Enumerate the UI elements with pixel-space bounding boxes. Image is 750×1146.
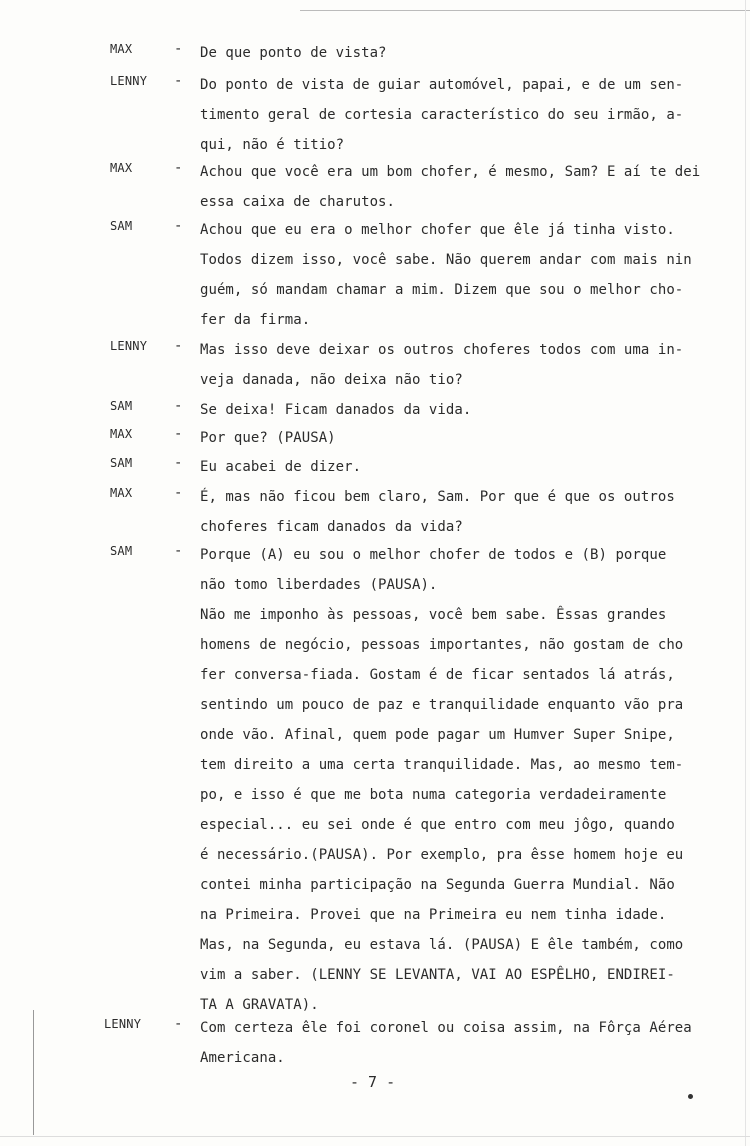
speaker-name: SAM: [110, 456, 133, 470]
dialogue-line: TA A GRAVATA).: [200, 997, 319, 1013]
dialogue-line: Mas isso deve deixar os outros choferes todos com uma in-: [200, 342, 684, 358]
speaker-name: MAX: [110, 427, 133, 441]
bottom-edge: [0, 1136, 750, 1137]
dialogue-line: Não me imponho às pessoas, você bem sabe. Êssas grandes: [200, 607, 667, 623]
speaker-name: MAX: [110, 486, 133, 500]
speaker-dash: -: [174, 485, 183, 501]
ink-dot: [688, 1094, 693, 1099]
dialogue-line: não tomo liberdades (PAUSA).: [200, 577, 438, 593]
dialogue-line: qui, não é titio?: [200, 137, 345, 153]
dialogue-line: contei minha participação na Segunda Guerra Mundial. Não: [200, 877, 675, 893]
dialogue-line: Porque (A) eu sou o melhor chofer de todos e (B) porque: [200, 547, 667, 563]
right-edge: [745, 0, 746, 1146]
dialogue-line: Todos dizem isso, você sabe. Não querem andar com mais nin: [200, 252, 692, 268]
dialogue-line: tem direito a uma certa tranquilidade. Mas, ao mesmo tem-: [200, 757, 684, 773]
dialogue-line: timento geral de cortesia característico do seu irmão, a-: [200, 107, 684, 123]
dialogue-line: essa caixa de charutos.: [200, 194, 396, 210]
dialogue-line: Por que? (PAUSA): [200, 430, 336, 446]
dialogue-line: Achou que você era um bom chofer, é mesmo, Sam? E aí te dei: [200, 164, 701, 180]
speaker-name: MAX: [110, 161, 133, 175]
speaker-dash: -: [174, 338, 183, 354]
speaker-name: LENNY: [110, 74, 148, 88]
dialogue-line: Do ponto de vista de guiar automóvel, papai, e de um sen-: [200, 77, 684, 93]
dialogue-line: veja danada, não deixa não tio?: [200, 372, 463, 388]
dialogue-line: Americana.: [200, 1050, 285, 1066]
dialogue-line: sentindo um pouco de paz e tranquilidade enquanto vão pra: [200, 697, 684, 713]
dialogue-line: Com certeza êle foi coronel ou coisa assim, na Fôrça Aérea: [200, 1020, 692, 1036]
dialogue-line: homens de negócio, pessoas importantes, não gostam de cho: [200, 637, 684, 653]
speaker-dash: -: [174, 1016, 183, 1032]
dialogue-line: É, mas não ficou bem claro, Sam. Por que é que os outros: [200, 489, 675, 505]
speaker-dash: -: [174, 218, 183, 234]
speaker-dash: -: [174, 543, 183, 559]
speaker-dash: -: [174, 41, 183, 57]
speaker-dash: -: [174, 73, 183, 89]
dialogue-line: fer conversa-fiada. Gostam é de ficar sentados lá atrás,: [200, 667, 675, 683]
dialogue-line: guém, só mandam chamar a mim. Dizem que sou o melhor cho-: [200, 282, 684, 298]
top-rule: [300, 10, 750, 11]
speaker-name: SAM: [110, 399, 133, 413]
dialogue-line: fer da firma.: [200, 312, 311, 328]
dialogue-line: Mas, na Segunda, eu estava lá. (PAUSA) E êle também, como: [200, 937, 684, 953]
speaker-name: MAX: [110, 42, 133, 56]
speaker-name: SAM: [110, 219, 133, 233]
speaker-name: SAM: [110, 544, 133, 558]
dialogue-line: na Primeira. Provei que na Primeira eu nem tinha idade.: [200, 907, 667, 923]
dialogue-line: De que ponto de vista?: [200, 45, 387, 61]
dialogue-line: po, e isso é que me bota numa categoria verdadeiramente: [200, 787, 667, 803]
dialogue-line: é necessário.(PAUSA). Por exemplo, pra êsse homem hoje eu: [200, 847, 684, 863]
dialogue-line: onde vão. Afinal, quem pode pagar um Humver Super Snipe,: [200, 727, 675, 743]
dialogue-line: Eu acabei de dizer.: [200, 459, 362, 475]
dialogue-line: especial... eu sei onde é que entro com meu jôgo, quando: [200, 817, 675, 833]
speaker-dash: -: [174, 160, 183, 176]
left-margin-rule: [33, 1010, 34, 1135]
speaker-dash: -: [174, 455, 183, 471]
speaker-dash: -: [174, 398, 183, 414]
dialogue-line: choferes ficam danados da vida?: [200, 519, 463, 535]
page-number: - 7 -: [350, 1073, 396, 1091]
speaker-name: LENNY: [104, 1017, 142, 1031]
dialogue-line: Achou que eu era o melhor chofer que êle já tinha visto.: [200, 222, 675, 238]
speaker-dash: -: [174, 426, 183, 442]
dialogue-line: Se deixa! Ficam danados da vida.: [200, 402, 472, 418]
speaker-name: LENNY: [110, 339, 148, 353]
dialogue-line: vim a saber. (LENNY SE LEVANTA, VAI AO ESPÊLHO, ENDIREI-: [200, 967, 675, 983]
